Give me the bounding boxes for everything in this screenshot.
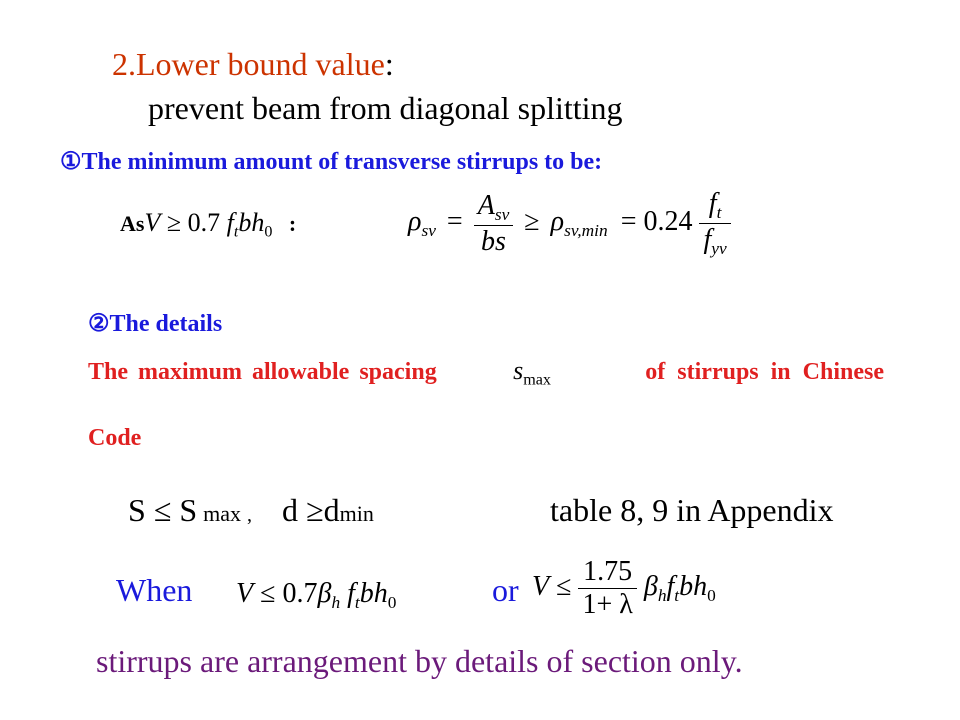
f2-symbol: f bbox=[666, 570, 675, 602]
section-title-text: 2.Lower bound value bbox=[112, 46, 385, 82]
section-subtitle: prevent beam from diagonal splitting bbox=[148, 90, 623, 126]
lambda-denominator: 1+ λ bbox=[578, 588, 636, 621]
appendix-reference: table 8, 9 in Appendix bbox=[550, 492, 834, 528]
bh2-text: bh bbox=[679, 570, 708, 602]
f2-sub: t bbox=[674, 585, 680, 605]
spacing-rule-s: S ≤ S bbox=[128, 492, 198, 528]
h0-sub: 0 bbox=[387, 593, 397, 613]
ft-numerator-sub: t bbox=[716, 203, 722, 223]
ft-fyv-fraction bbox=[699, 188, 730, 259]
rho-min-sub: sv,min bbox=[564, 221, 608, 241]
spacing-text-line bbox=[88, 356, 884, 390]
ft-numerator: f bbox=[708, 188, 717, 219]
item2-label: ②The details bbox=[88, 311, 223, 337]
rho-symbol: ρ bbox=[408, 205, 422, 237]
spacing-rule bbox=[128, 492, 374, 529]
asv-fraction bbox=[474, 190, 514, 258]
bh-text: bh bbox=[359, 578, 388, 609]
h02-sub: 0 bbox=[707, 585, 716, 605]
spacing-text-part2: of stirrups in Chinese bbox=[645, 359, 884, 385]
asv-numerator-sub: sv bbox=[494, 204, 510, 224]
or-label: or bbox=[492, 572, 519, 608]
when-condition-1: $V \le 0.7\beta_h$ $f_tbh_0$ bbox=[236, 578, 397, 613]
rho-min-symbol: ρ bbox=[550, 205, 565, 237]
condition-math: V bbox=[144, 208, 161, 237]
when-label: When bbox=[116, 572, 193, 608]
condition-line: AsV ≥ 0.7 $f_tbh_0$ : bbox=[120, 208, 297, 241]
spacing-rule-s-sub: max bbox=[203, 501, 242, 526]
diameter-rule-d: d ≥d bbox=[282, 492, 340, 528]
asv-numerator: A bbox=[477, 189, 495, 221]
spacing-text-part1: The maximum allowable spacing bbox=[88, 359, 437, 385]
section-title bbox=[112, 46, 394, 83]
diameter-rule-d-sub: min bbox=[339, 501, 374, 526]
condition-prefix: As bbox=[120, 211, 145, 236]
spacing-rule-sep: , bbox=[247, 504, 253, 526]
beta-h-sub: h bbox=[331, 593, 341, 613]
equals-sign: = bbox=[446, 205, 463, 237]
item1-label: ①The minimum amount of transverse stirrups to be: bbox=[60, 149, 603, 175]
eq-coefficient: = 0.24 bbox=[620, 205, 693, 237]
section-title-colon: : bbox=[384, 46, 394, 82]
lambda-numerator: 1.75 bbox=[583, 556, 633, 587]
fyv-denominator: f bbox=[703, 224, 712, 256]
fyv-denominator-sub: yv bbox=[711, 239, 727, 259]
conclusion-text: stirrups are arrangement by details of section only. bbox=[96, 643, 743, 679]
condition-suffix: : bbox=[288, 211, 297, 236]
beta2-sub: h bbox=[657, 585, 667, 605]
spacing-text-code: Code bbox=[88, 425, 142, 451]
ge-sign: ≥ bbox=[524, 205, 540, 237]
smax-symbol: $s_{max}$ bbox=[513, 356, 551, 389]
beta2-symbol: β bbox=[643, 570, 658, 602]
when-condition-2: V ≤ $\frac{1.75}{1+ \lambda}$ $\beta_hf_tbh_0$ bbox=[532, 556, 716, 620]
ft-sub: t bbox=[354, 593, 360, 613]
rho-sub: sv bbox=[421, 221, 436, 241]
rho-formula bbox=[408, 188, 731, 259]
lambda-fraction bbox=[578, 556, 636, 621]
asv-denominator: bs bbox=[474, 225, 514, 258]
